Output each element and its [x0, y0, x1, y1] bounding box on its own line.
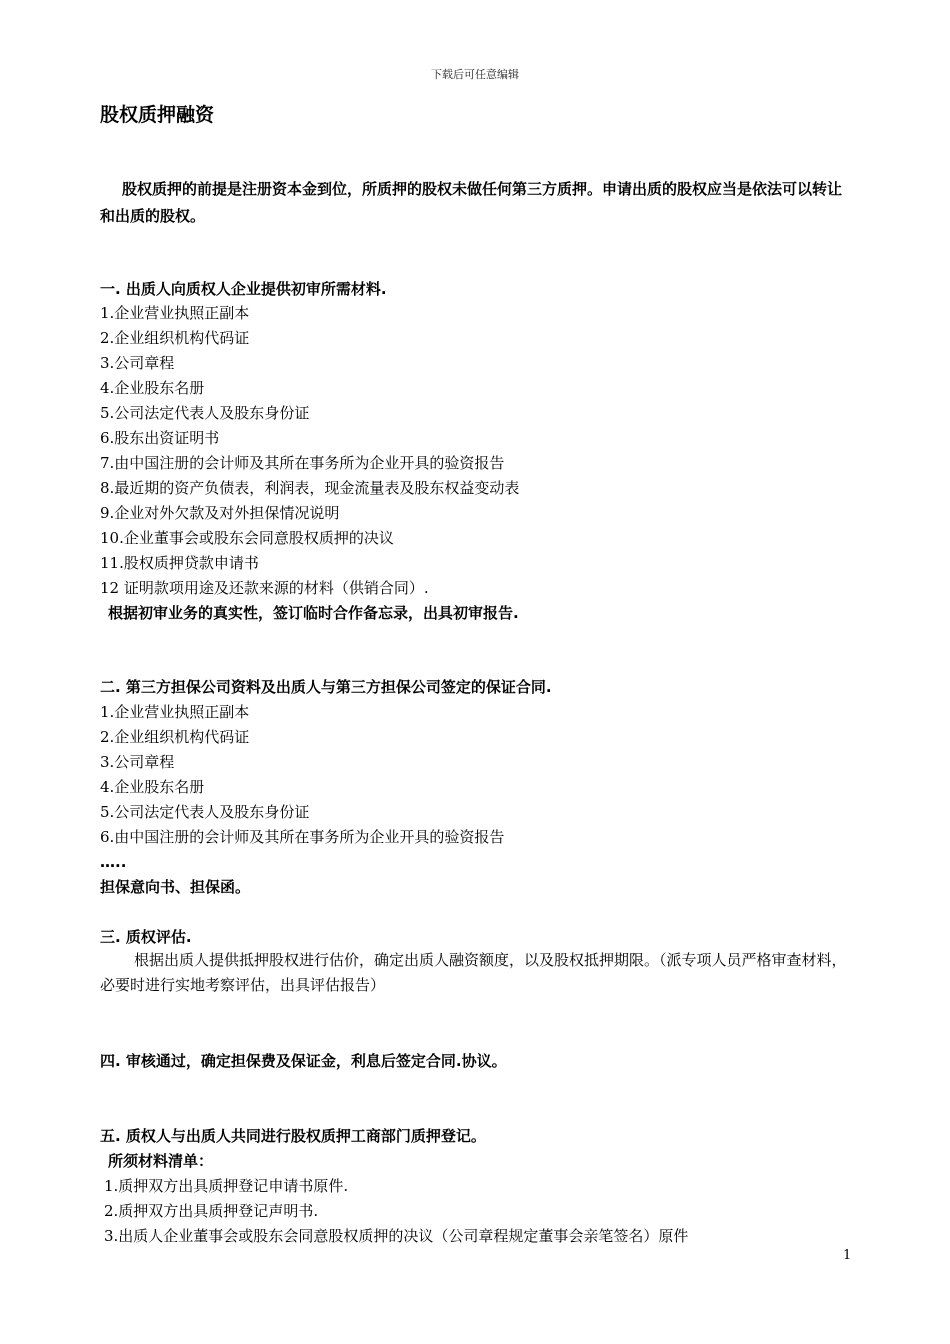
section1-item: 2.企业组织机构代码证	[100, 329, 250, 347]
section2-item: 2.企业组织机构代码证	[100, 728, 250, 746]
section2-heading: 二. 第三方担保公司资料及出质人与第三方担保公司签定的保证合同.	[100, 678, 552, 696]
section2-item: 6.由中国注册的会计师及其所在事务所为企业开具的验资报告	[100, 828, 505, 846]
section3-body: 根据出质人提供抵押股权进行估价，确定出质人融资额度，以及股权抵押期限。（派专项人员严格审查材料，必要时进行实地考察评估，出具评估报告）	[100, 951, 847, 994]
page-number: 1	[843, 1248, 852, 1263]
section5-item: 2.质押双方出具质押登记声明书.	[104, 1202, 319, 1220]
intro-paragraph: 股权质押的前提是注册资本金到位，所质押的股权未做任何第三方质押。申请出质的股权应当是依法可以转让和出质的股权。	[100, 180, 843, 225]
section3-heading: 三. 质权评估.	[100, 928, 192, 946]
section1-item: 3.公司章程	[100, 354, 175, 372]
section1-item: 12 证明款项用途及还款来源的材料（供销合同）.	[100, 579, 429, 597]
section1-item: 5.公司法定代表人及股东身份证	[100, 404, 310, 422]
section2-item: 3.公司章程	[100, 753, 175, 771]
section1-heading: 一. 出质人向质权人企业提供初审所需材料.	[100, 280, 387, 298]
section5-subheading: 所须材料清单：	[108, 1152, 214, 1170]
section1-item: 4.企业股东名册	[100, 379, 205, 397]
section4-heading: 四. 审核通过，确定担保费及保证金，利息后签定合同.协议。	[100, 1052, 507, 1070]
section1-item: 10.企业董事会或股东会同意股权质押的决议	[100, 529, 394, 547]
section5-item: 1.质押双方出具质押登记申请书原件.	[104, 1177, 349, 1195]
section1-item: 7.由中国注册的会计师及其所在事务所为企业开具的验资报告	[100, 454, 505, 472]
document-title: 股权质押融资	[100, 104, 215, 126]
section5-item: 3.出质人企业董事会或股东会同意股权质押的决议（公司章程规定董事会亲笔签名）原件	[104, 1227, 689, 1245]
section2-item: 5.公司法定代表人及股东身份证	[100, 803, 310, 821]
section1-item: 1.企业营业执照正副本	[100, 304, 250, 322]
section2-note: 担保意向书、担保函。	[100, 878, 251, 896]
page-header: 下载后可任意编辑	[431, 68, 519, 81]
section2-ellipsis: …..	[100, 853, 127, 871]
section1-item: 6.股东出资证明书	[100, 429, 220, 447]
section2-item: 1.企业营业执照正副本	[100, 703, 250, 721]
section2-item: 4.企业股东名册	[100, 778, 205, 796]
section1-item: 9.企业对外欠款及对外担保情况说明	[100, 504, 340, 522]
section1-note: 根据初审业务的真实性，签订临时合作备忘录，出具初审报告.	[108, 604, 519, 622]
section5-heading: 五. 质权人与出质人共同进行股权质押工商部门质押登记。	[100, 1127, 486, 1145]
section1-item: 8.最近期的资产负债表，利润表，现金流量表及股东权益变动表	[100, 479, 520, 497]
section1-item: 11.股权质押贷款申请书	[100, 554, 259, 572]
